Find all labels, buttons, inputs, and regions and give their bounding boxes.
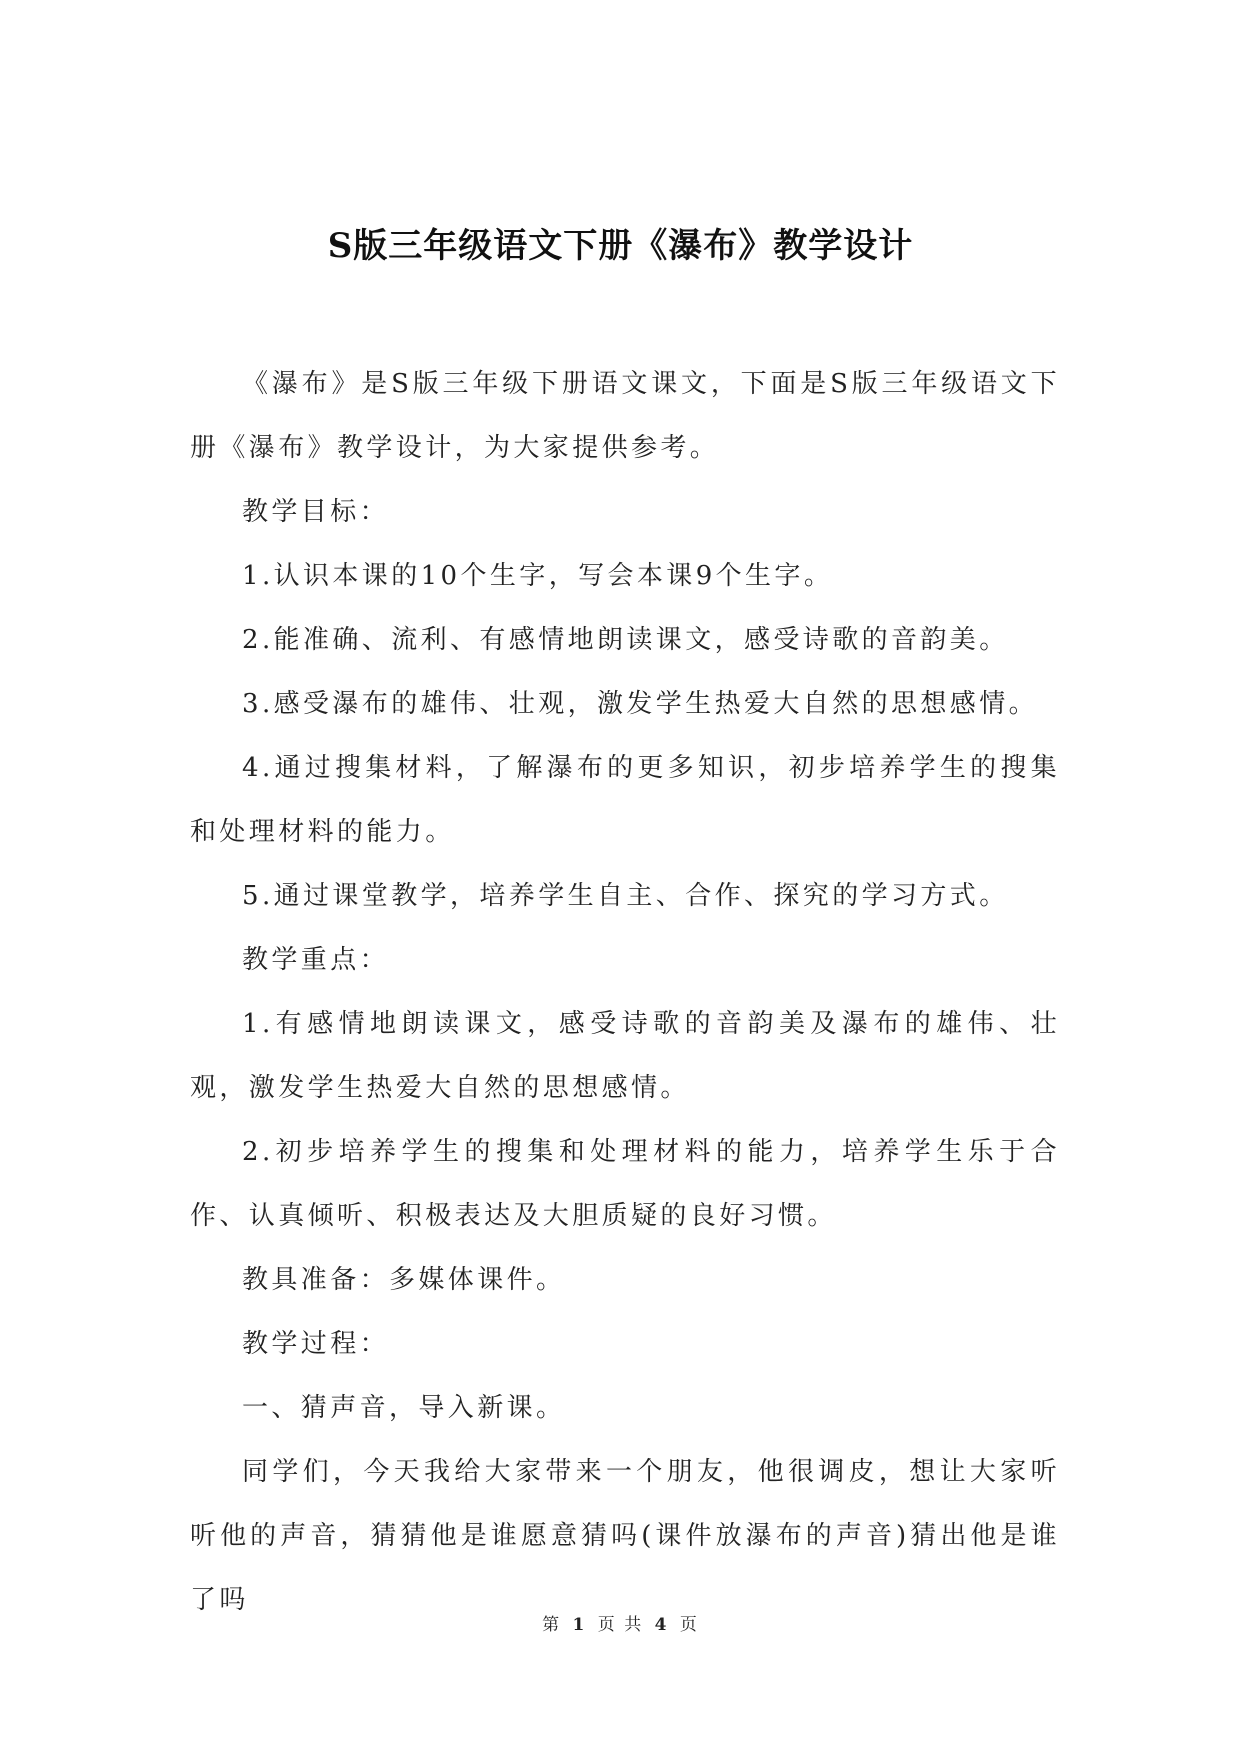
paragraph-focus-2: 2.初步培养学生的搜集和处理材料的能力，培养学生乐于合作、认真倾听、积极表达及大胆质疑的良好习惯。: [190, 1137, 1060, 1231]
page-footer: [0, 1610, 1241, 1635]
footer-total-pages: 4: [654, 1615, 669, 1635]
paragraph-goal-4: 4.通过搜集材料，了解瀑布的更多知识，初步培养学生的搜集和处理材料的能力。: [190, 753, 1060, 847]
footer-prefix: 第: [542, 1615, 562, 1635]
paragraph-focus-1: 1.有感情地朗读课文，感受诗歌的音韵美及瀑布的雄伟、壮观，激发学生热爱大自然的思想感情。: [190, 1009, 1060, 1103]
paragraph-intro: 《瀑布》是S版三年级下册语文课文，下面是S版三年级语文下册《瀑布》教学设计，为大家提供参考。: [190, 369, 1060, 463]
document-title: S版三年级语文下册《瀑布》教学设计: [327, 226, 914, 266]
paragraph-process-heading: 教学过程：: [242, 1329, 390, 1359]
paragraph-goals-heading: 教学目标：: [242, 497, 390, 527]
paragraph-goal-5: 5.通过课堂教学，培养学生自主、合作、探究的学习方式。: [242, 881, 1009, 911]
document-body: [190, 352, 1060, 1632]
paragraph-goal-3: 3.感受瀑布的雄伟、壮观，激发学生热爱大自然的思想感情。: [242, 689, 1039, 719]
paragraph-materials: 教具准备：多媒体课件。: [242, 1265, 566, 1295]
paragraph-goal-1: 1.认识本课的10个生字，写会本课9个生字。: [242, 561, 834, 591]
paragraph-step-1-heading: 一、猜声音，导入新课。: [242, 1393, 566, 1423]
paragraph-goal-2: 2.能准确、流利、有感情地朗读课文，感受诗歌的音韵美。: [242, 625, 1009, 655]
footer-suffix: 页: [679, 1615, 699, 1635]
paragraph-focus-heading: 教学重点：: [242, 945, 390, 975]
footer-middle: 页 共: [597, 1615, 644, 1635]
footer-current-page: 1: [572, 1615, 587, 1635]
paragraph-step-1-text: 同学们，今天我给大家带来一个朋友，他很调皮，想让大家听听他的声音，猜猜他是谁愿意猜吗(课件放瀑布的声音)猜出他是谁了吗: [190, 1457, 1060, 1615]
